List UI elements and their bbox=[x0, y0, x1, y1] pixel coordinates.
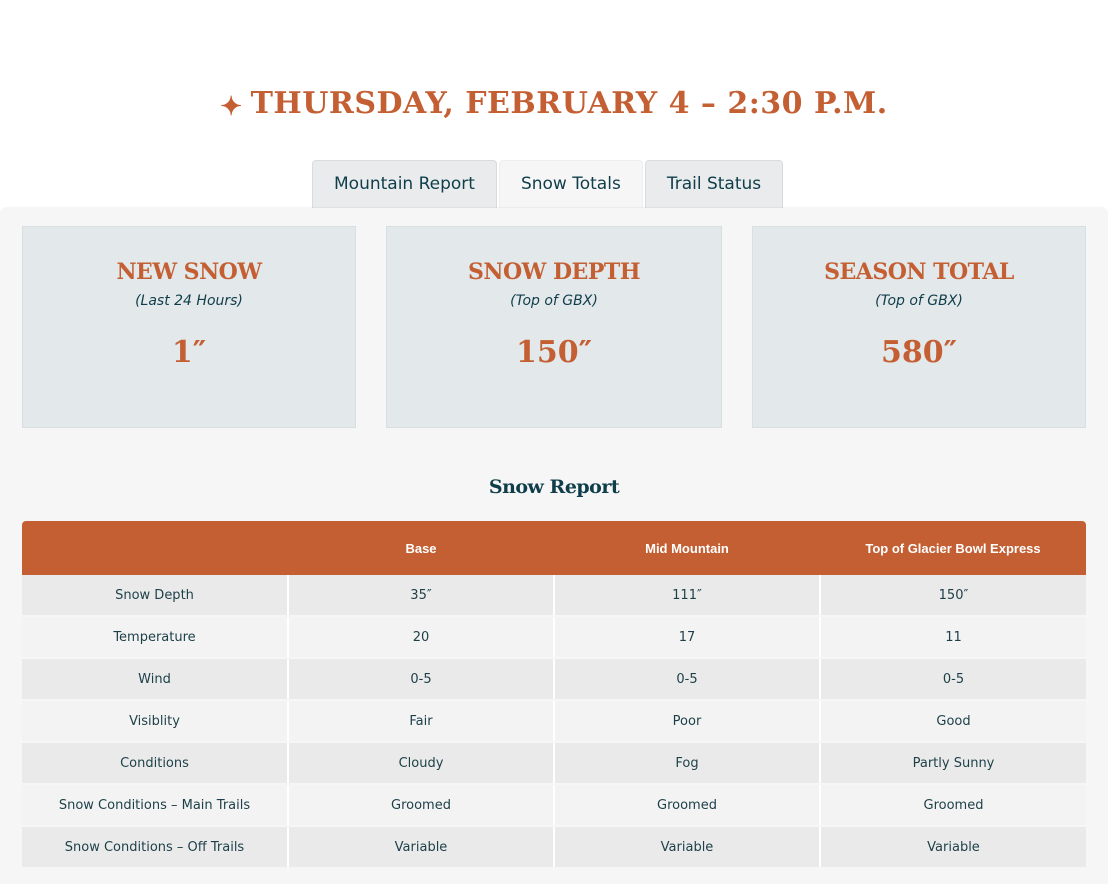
table-cell: 111″ bbox=[554, 575, 820, 616]
table-cell: Variable bbox=[820, 826, 1086, 868]
table-cell: 20 bbox=[288, 616, 554, 658]
table-cell: 35″ bbox=[288, 575, 554, 616]
table-cell: Fair bbox=[288, 700, 554, 742]
stat-card-season-total bbox=[752, 226, 1086, 428]
row-label: Snow Conditions – Off Trails bbox=[22, 826, 288, 868]
tab-snow-totals[interactable]: Snow Totals bbox=[499, 160, 643, 209]
stat-subtitle: (Top of GBX) bbox=[875, 293, 963, 309]
snow-report-table bbox=[22, 521, 1086, 869]
table-cell: Groomed bbox=[554, 784, 820, 826]
snow-report-title: Snow Report bbox=[488, 476, 620, 498]
stat-title: SNOW DEPTH bbox=[467, 259, 641, 285]
column-header-label bbox=[22, 521, 288, 575]
column-header-base: Base bbox=[288, 521, 554, 575]
table-cell: Good bbox=[820, 700, 1086, 742]
table-row bbox=[22, 575, 1086, 616]
table-row bbox=[22, 616, 1086, 658]
stat-value: 1″ bbox=[171, 335, 207, 370]
stat-card-snow-depth bbox=[386, 226, 722, 428]
report-date-text: THURSDAY, FEBRUARY 4 – 2:30 P.M. bbox=[250, 86, 888, 121]
tab-mountain-report[interactable]: Mountain Report bbox=[312, 160, 497, 209]
row-label: Visiblity bbox=[22, 700, 288, 742]
column-header-mid-mountain: Mid Mountain bbox=[554, 521, 820, 575]
table-row bbox=[22, 700, 1086, 742]
row-label: Snow Conditions – Main Trails bbox=[22, 784, 288, 826]
table-row bbox=[22, 784, 1086, 826]
row-label: Snow Depth bbox=[22, 575, 288, 616]
row-label: Temperature bbox=[22, 616, 288, 658]
table-cell: Variable bbox=[554, 826, 820, 868]
snow-totals-panel bbox=[1, 208, 1107, 884]
stat-card-new-snow bbox=[22, 226, 356, 428]
row-label: Wind bbox=[22, 658, 288, 700]
row-label: Conditions bbox=[22, 742, 288, 784]
table-cell: Groomed bbox=[820, 784, 1086, 826]
table-cell: Cloudy bbox=[288, 742, 554, 784]
stat-title: NEW SNOW bbox=[116, 259, 262, 285]
tab-trail-status[interactable]: Trail Status bbox=[645, 160, 783, 209]
stat-value: 580″ bbox=[880, 335, 958, 370]
report-tabs bbox=[312, 160, 785, 209]
stat-subtitle: (Top of GBX) bbox=[510, 293, 598, 309]
table-row bbox=[22, 742, 1086, 784]
table-cell: 0-5 bbox=[288, 658, 554, 700]
table-cell: 11 bbox=[820, 616, 1086, 658]
stat-subtitle: (Last 24 Hours) bbox=[135, 293, 243, 309]
table-cell: 150″ bbox=[820, 575, 1086, 616]
stat-title: SEASON TOTAL bbox=[824, 259, 1014, 285]
table-cell: Fog bbox=[554, 742, 820, 784]
star-icon: ✦ bbox=[220, 92, 243, 122]
table-cell: 0-5 bbox=[554, 658, 820, 700]
table-row bbox=[22, 658, 1086, 700]
table-cell: Variable bbox=[288, 826, 554, 868]
table-cell: Poor bbox=[554, 700, 820, 742]
table-cell: 17 bbox=[554, 616, 820, 658]
column-header-top-gbx: Top of Glacier Bowl Express bbox=[820, 521, 1086, 575]
report-date-heading bbox=[0, 82, 1108, 129]
stat-value: 150″ bbox=[515, 335, 593, 370]
table-cell: 0-5 bbox=[820, 658, 1086, 700]
table-cell: Partly Sunny bbox=[820, 742, 1086, 784]
table-cell: Groomed bbox=[288, 784, 554, 826]
table-row bbox=[22, 826, 1086, 868]
table-header-row bbox=[22, 521, 1086, 575]
